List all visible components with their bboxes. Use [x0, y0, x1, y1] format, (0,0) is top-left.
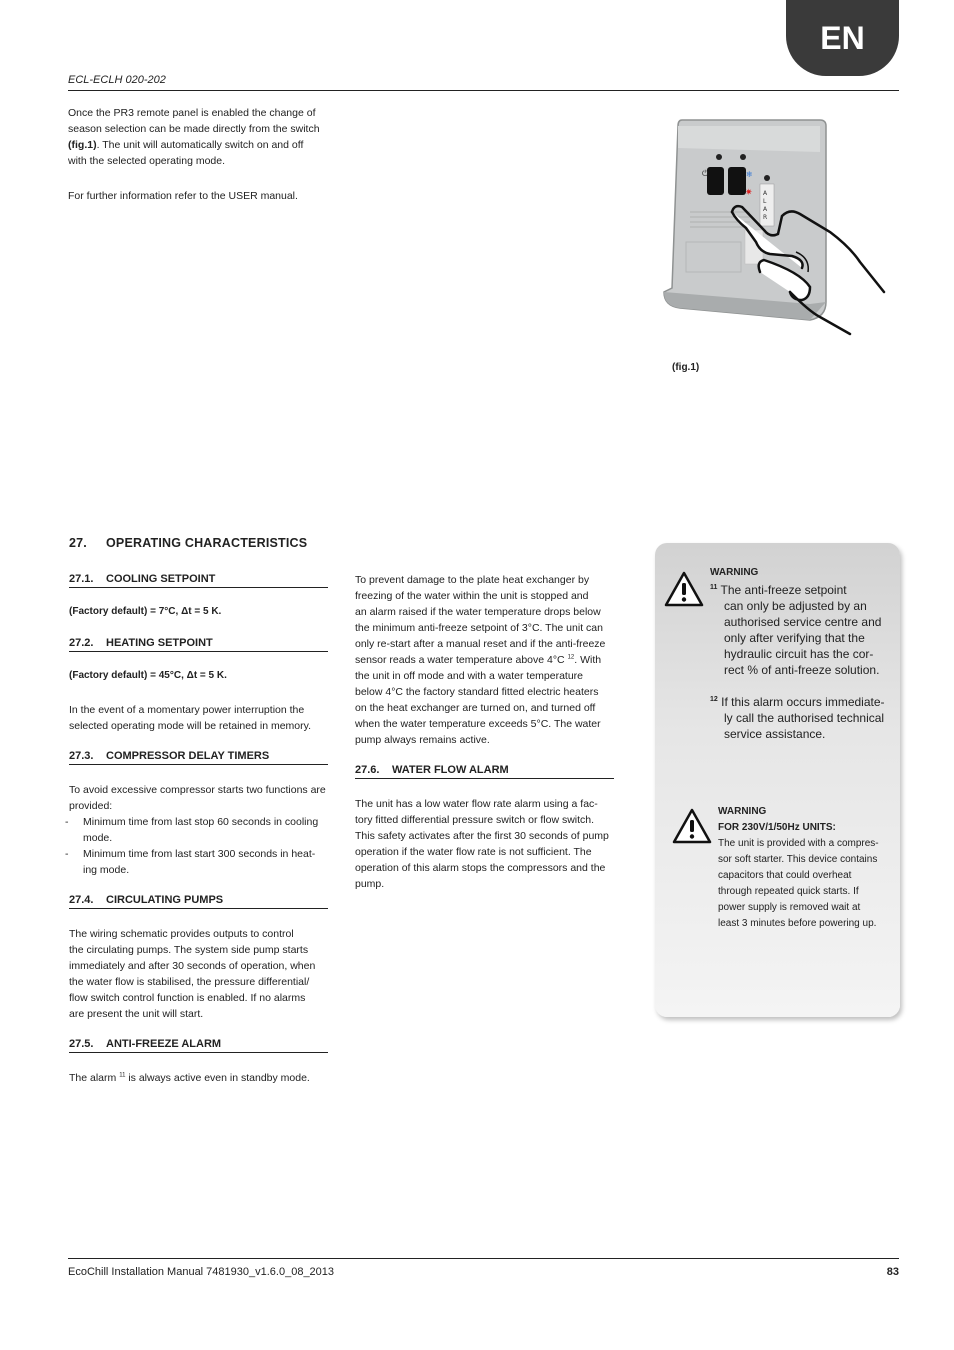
- alarm-label: A: [763, 190, 768, 197]
- svg-text:❄: ❄: [746, 170, 753, 179]
- remote-panel-illustration: [660, 112, 890, 337]
- warning-icon: [672, 808, 712, 844]
- subsection-pumps-title: 27.4. CIRCULATING PUMPS: [69, 894, 328, 909]
- waterflow-paragraph: The unit has a low water flow rate alarm using a fac- tory fitted differential pressure switch or flow switch. This safety activates after the first 30 seconds of pump operation if the water flow rate is not sufficient. The operation of this alarm stops the compressors and the pump.: [355, 798, 609, 890]
- svg-text:R: R: [763, 214, 768, 221]
- list-item: - Minimum time from last stop 60 seconds in cooling mode.: [69, 814, 331, 846]
- warning-1-text: $^{11}$ The anti-freeze setpoint can only be adjusted by an authorised service centre and only after verifying that the hydraulic circuit has the cor- rect % of anti-freeze solution. $^{12}$ If this alarm occurs immediate- ly call the authorised technical service assistance.: [710, 583, 885, 741]
- section-title: 27. OPERATING CHARACTERISTICS: [69, 536, 308, 550]
- header-rule: [68, 90, 899, 91]
- warning-1-title: WARNING: [710, 567, 759, 578]
- compressor-list: [69, 814, 331, 878]
- heating-paragraph: In the event of a momentary power interruption the selected operating mode will be retained in memory.: [69, 704, 312, 732]
- footer-title: EcoChill Installation Manual 7481930_v1.6.0_08_2013: [68, 1266, 335, 1278]
- warning-2-text: WARNING FOR 230V/1/50Hz UNITS: The unit is provided with a compres- sor soft starter. This device contains capacitors that could overheat through repeated quick starts. If power supply is removed wait at least 3 minutes before powering up.: [718, 806, 879, 929]
- svg-text:L: L: [763, 198, 767, 205]
- svg-text:✷: ✷: [745, 188, 753, 198]
- antifreeze-paragraph: The alarm $^{11}$ is always active even in standby mode.: [69, 1072, 310, 1084]
- page-number: 83: [886, 1266, 899, 1278]
- list-item: - Minimum time from last start 300 seconds in heat- ing mode.: [69, 846, 331, 878]
- intro-note: For further information refer to the USER manual.: [68, 190, 298, 202]
- antifreeze-detail-paragraph: To prevent damage to the plate heat exchanger by freezing of the water within the unit is stopped and an alarm raised if the water temperature drops below the minimum anti-freeze setpoint of 3°C. The unit can only re-start after a manual reset and if the anti-freeze sensor reads a water temperature above 4°C $^{12}$. With the unit in off mode and with a water temperature below 4°C the factory standard fitted electric heaters on the heat exchanger are turned on, and turned off when the water temperature exceeds 5°C. The water pump always remains active.: [355, 574, 606, 746]
- document-code: ECL-ECLH 020-202: [68, 74, 166, 86]
- fig-ref: (fig.1): [68, 139, 97, 151]
- figure-caption: (fig.1): [672, 362, 700, 373]
- subsection-cooling-title: 27.1. COOLING SETPOINT: [69, 573, 328, 588]
- subsection-waterflow-title: 27.6. WATER FLOW ALARM: [355, 764, 614, 779]
- svg-text:⏻: ⏻: [702, 169, 709, 178]
- cooling-factory-default: (Factory default) = 7°C, Δt = 5 K.: [69, 606, 222, 617]
- compressor-paragraph: To avoid excessive compressor starts two functions are provided: - Minimum time from last stop 60 seconds in cooling mode. - Minimum time from last start 300 seconds in heat- ing mode.: [69, 782, 331, 878]
- subsection-compressor-title: 27.3. COMPRESSOR DELAY TIMERS: [69, 750, 328, 765]
- language-tab: EN: [786, 0, 899, 76]
- svg-text:A: A: [763, 206, 768, 213]
- pumps-paragraph: The wiring schematic provides outputs to control the circulating pumps. The system side pump starts immediately and after 30 seconds of operation, when the water flow is stabilised, the pressure differential/ flow switch control function is enabled. If no alarms are present the unit will start.: [69, 928, 316, 1020]
- footer-rule: [68, 1258, 899, 1259]
- subsection-antifreeze-title: 27.5. ANTI-FREEZE ALARM: [69, 1038, 328, 1053]
- subsection-heating-title: 27.2. HEATING SETPOINT: [69, 637, 328, 652]
- intro-paragraph: Once the PR3 remote panel is enabled the change of season selection can be made directly from the switch (fig.1). The unit will automatically switch on and off with the selected operating mode.: [68, 107, 320, 167]
- warning-icon: [664, 571, 704, 607]
- heating-factory-default: (Factory default) = 45°C, Δt = 5 K.: [69, 670, 227, 681]
